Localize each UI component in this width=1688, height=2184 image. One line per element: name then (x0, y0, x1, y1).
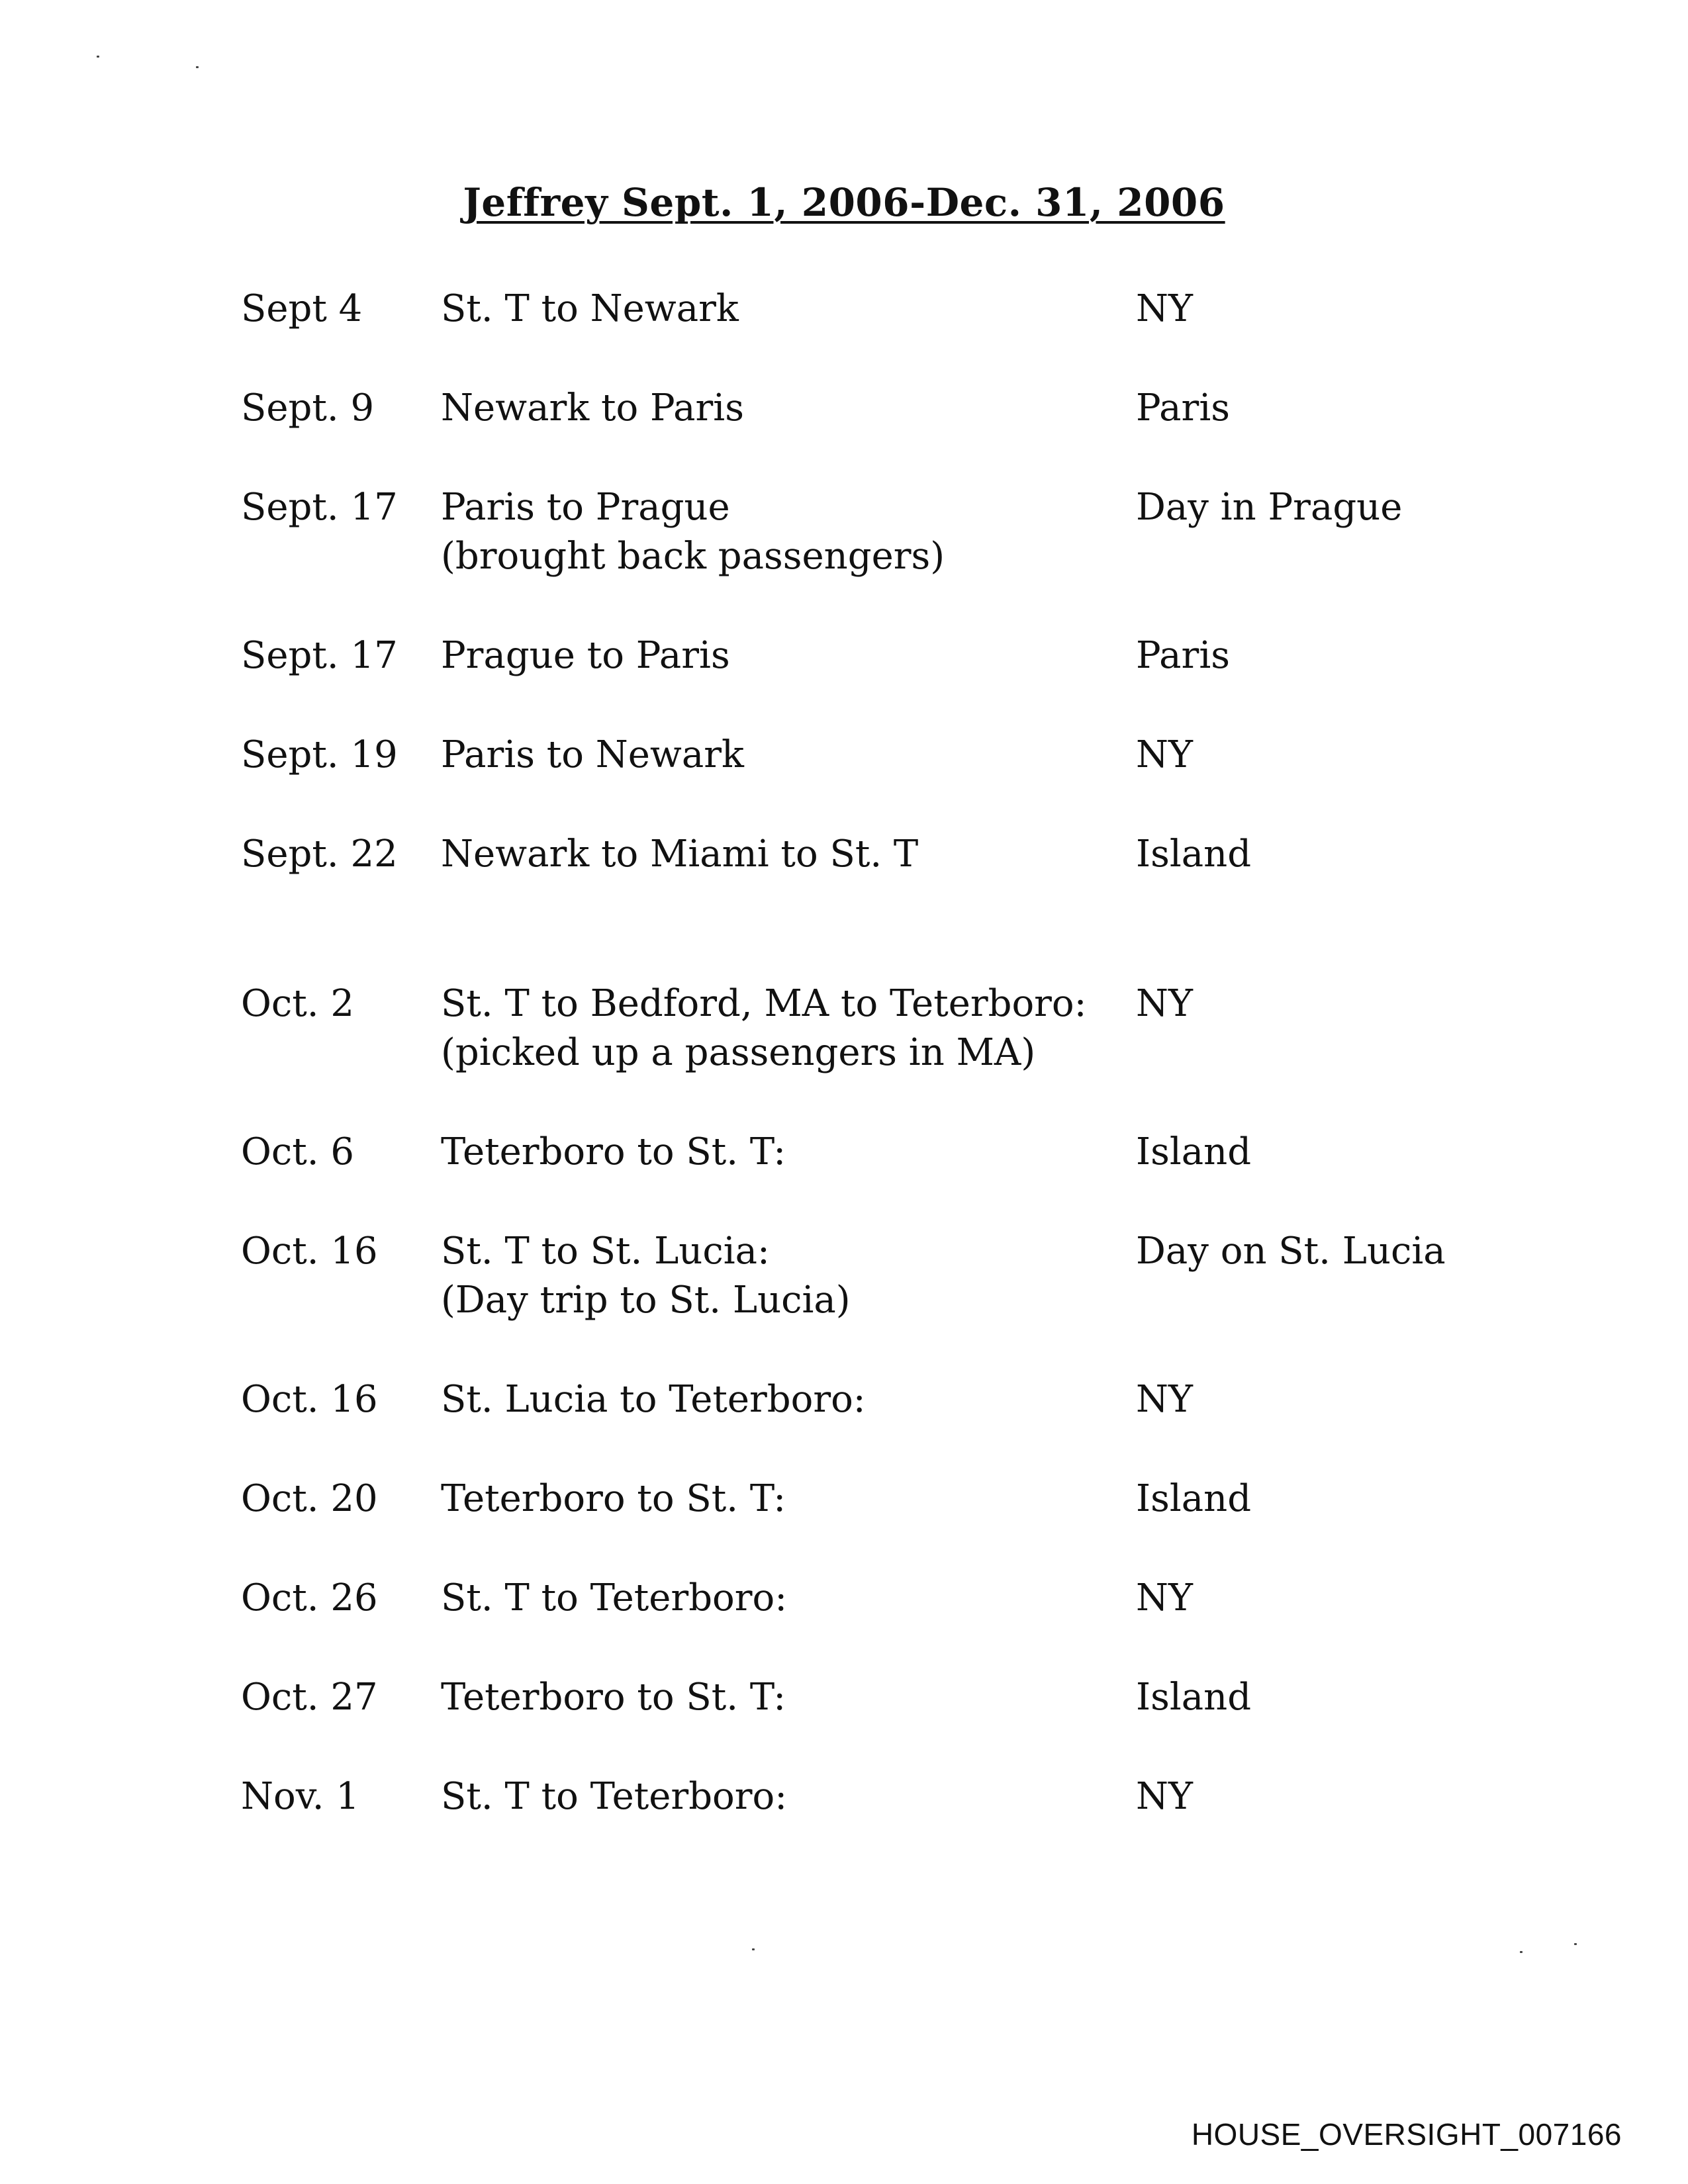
entry-date: Sept 4 (241, 287, 363, 330)
entry-route (441, 631, 730, 680)
entry-route (441, 1375, 866, 1424)
entry-date: Oct. 26 (241, 1576, 378, 1619)
entry-route (441, 1475, 786, 1524)
table-row (0, 1128, 1688, 1234)
entry-route (441, 1673, 786, 1722)
entry-route (441, 1227, 851, 1325)
entry-route-text: St. T to Teterboro: (441, 1576, 788, 1619)
entry-route (441, 1574, 787, 1623)
entry-route (441, 731, 744, 780)
entry-date: Nov. 1 (241, 1775, 359, 1818)
entry-location: NY (1136, 733, 1193, 776)
entry-route (441, 979, 1087, 1077)
entry-route-text: Paris to Newark (441, 733, 744, 776)
entry-location: NY (1136, 982, 1193, 1025)
entry-route-text: Paris to Prague (441, 486, 730, 529)
scan-speck (1520, 1951, 1523, 1953)
table-row (0, 1772, 1688, 1878)
entry-route-text: St. T to Bedford, MA to Teterboro: (441, 982, 1087, 1025)
entry-date: Oct. 16 (241, 1230, 378, 1273)
entry-route-text: St. T to St. Lucia: (441, 1230, 770, 1273)
page-title: Jeffrey Sept. 1, 2006-Dec. 31, 2006 (463, 180, 1225, 225)
table-row (0, 731, 1688, 837)
entry-route-text: Teterboro to St. T: (441, 1676, 786, 1719)
entry-route-text: St. Lucia to Teterboro: (441, 1378, 866, 1421)
entry-location: Island (1136, 833, 1252, 876)
bates-number: HOUSE_OVERSIGHT_007166 (1191, 2117, 1622, 2152)
entry-location: NY (1136, 1576, 1193, 1619)
entry-location: NY (1136, 1378, 1193, 1421)
entry-location: NY (1136, 287, 1193, 330)
entry-route-text: St. T to Teterboro: (441, 1775, 788, 1818)
entry-route-text: Teterboro to St. T: (441, 1477, 786, 1520)
entry-date: Oct. 16 (241, 1378, 378, 1421)
entry-route (441, 285, 739, 334)
entry-location: Day on St. Lucia (1136, 1230, 1446, 1273)
entry-location: Day in Prague (1136, 486, 1403, 529)
scan-speck (196, 66, 199, 68)
entry-route-text: Teterboro to St. T: (441, 1130, 786, 1173)
entry-route-note: (Day trip to St. Lucia) (441, 1279, 851, 1322)
entry-location: Island (1136, 1130, 1252, 1173)
entry-date: Sept. 17 (241, 486, 398, 529)
entry-location: Paris (1136, 387, 1230, 430)
table-row (0, 1574, 1688, 1680)
table-row (0, 1227, 1688, 1333)
scan-speck (752, 1948, 755, 1950)
table-row (0, 1375, 1688, 1481)
entry-date: Oct. 6 (241, 1130, 355, 1173)
entry-route-note: (brought back passengers) (441, 535, 945, 578)
table-row (0, 384, 1688, 490)
table-row (0, 285, 1688, 390)
entry-route (441, 384, 744, 433)
entry-route (441, 1772, 787, 1821)
entry-date: Sept. 17 (241, 634, 398, 677)
entry-route (441, 1128, 786, 1177)
entry-location: Island (1136, 1477, 1252, 1520)
entry-date: Sept. 22 (241, 833, 398, 876)
table-row (0, 1673, 1688, 1779)
entry-route (441, 830, 918, 879)
entry-date: Sept. 9 (241, 387, 375, 430)
entry-date: Oct. 20 (241, 1477, 378, 1520)
entry-date: Oct. 2 (241, 982, 355, 1025)
entry-location: Paris (1136, 634, 1230, 677)
table-row (0, 830, 1688, 936)
entry-route (441, 483, 945, 581)
entry-route-text: Newark to Miami to St. T (441, 833, 919, 876)
table-row (0, 483, 1688, 589)
scan-speck (1574, 1943, 1577, 1945)
entry-date: Oct. 27 (241, 1676, 378, 1719)
entry-route-note: (picked up a passengers in MA) (441, 1031, 1036, 1074)
table-row (0, 979, 1688, 1085)
entry-date: Sept. 19 (241, 733, 398, 776)
entry-route-text: St. T to Newark (441, 287, 739, 330)
scan-speck (97, 56, 99, 58)
table-row (0, 631, 1688, 737)
entry-location: NY (1136, 1775, 1193, 1818)
entry-route-text: Newark to Paris (441, 387, 744, 430)
entry-location: Island (1136, 1676, 1252, 1719)
entry-route-text: Prague to Paris (441, 634, 730, 677)
table-row (0, 1475, 1688, 1580)
